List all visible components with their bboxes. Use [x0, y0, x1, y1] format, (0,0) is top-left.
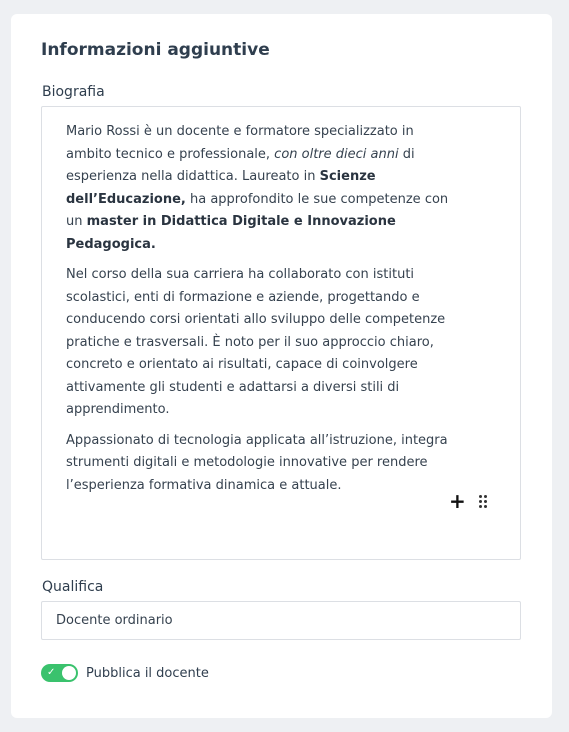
toggle-knob — [62, 666, 76, 680]
biography-text-run: Scienze dell’Educazione, — [66, 169, 376, 207]
qualification-label: Qualifica — [42, 579, 104, 595]
biography-text-run: di esperienza nella didattica. Laureato in — [66, 146, 415, 184]
publish-toggle[interactable] — [41, 664, 78, 682]
biography-paragraph — [66, 121, 450, 256]
biography-content[interactable] — [66, 121, 450, 505]
biography-paragraph — [66, 430, 450, 498]
biography-text-run: ha approfondito le sue competenze con un — [66, 191, 449, 229]
biography-paragraph — [66, 264, 450, 422]
biography-editor[interactable] — [41, 106, 521, 560]
biography-text-run: Nel corso della sua carriera ha collaborato con istituti scolastici, enti di formazione e aziende, progettando e conducendo corsi orientati allo sviluppo delle competenze pratiche e trasversali. È noto per il suo approccio chiaro, concreto e orientato ai risultati, capace di coinvolgere attivamente gli studenti e adattarsi a diversi stili di apprendimento. — [66, 267, 446, 417]
qualification-input[interactable]: Docente ordinario — [41, 601, 521, 640]
biography-text-run: Appassionato di tecnologia applicata all’istruzione, integra strumenti digitali e metodologie innovative per rendere l’esperienza formativa dinamica e attuale. — [66, 432, 448, 493]
drag-handle-icon[interactable] — [479, 495, 489, 509]
biography-label: Biografia — [42, 84, 105, 100]
check-icon: ✓ — [47, 667, 56, 678]
section-title: Informazioni aggiuntive — [41, 40, 270, 60]
publish-toggle-label: Pubblica il docente — [86, 665, 209, 681]
publish-toggle-row — [41, 664, 209, 682]
additional-info-card — [11, 14, 552, 718]
biography-text-run: Mario Rossi è un docente e formatore specializzato in ambito tecnico e professionale, — [66, 124, 414, 162]
biography-text-run: master in Didattica Digitale e Innovazione Pedagogica. — [66, 214, 396, 252]
biography-text-run: con oltre dieci anni — [274, 146, 399, 162]
add-block-button[interactable]: + — [449, 489, 466, 513]
